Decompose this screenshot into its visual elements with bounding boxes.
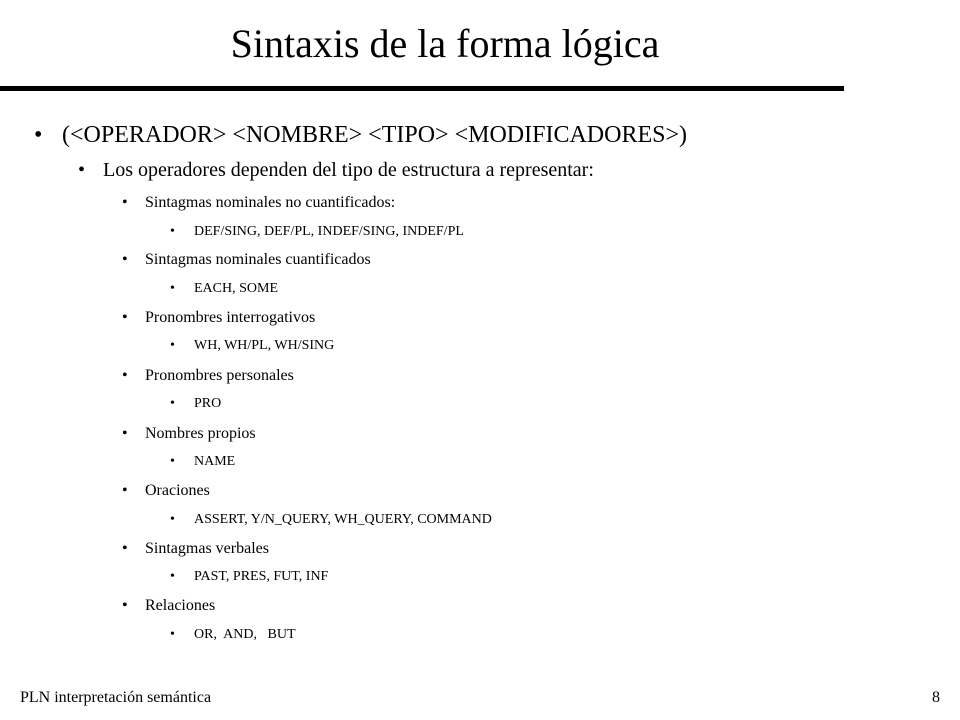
- operator-list: PAST, PRES, FUT, INF: [194, 569, 329, 584]
- bullet-icon: •: [122, 194, 128, 211]
- bullet-icon: •: [170, 454, 175, 469]
- bullet-icon: •: [122, 540, 128, 557]
- category-label: Pronombres personales: [145, 367, 294, 384]
- category-label: Sintagmas verbales: [145, 540, 269, 557]
- bullet-icon: •: [122, 367, 128, 384]
- bullet-icon: •: [34, 122, 43, 148]
- bullet-icon: •: [122, 309, 128, 326]
- category-label: Sintagmas nominales no cuantificados:: [145, 194, 396, 211]
- bullet-icon: •: [122, 597, 128, 614]
- category-label: Nombres propios: [145, 425, 256, 442]
- category-label: Oraciones: [145, 482, 210, 499]
- category-label: Relaciones: [145, 597, 216, 614]
- bullet-icon: •: [170, 338, 175, 353]
- bullet-icon: •: [170, 224, 175, 239]
- title-divider: [0, 86, 844, 91]
- bullet-icon: •: [122, 251, 128, 268]
- bullet-icon: •: [170, 569, 175, 584]
- bullet-icon: •: [170, 512, 175, 527]
- sub-bullet-text: Los operadores dependen del tipo de estructura a representar:: [103, 159, 594, 181]
- category-label: Sintagmas nominales cuantificados: [145, 251, 371, 268]
- bullet-icon: •: [170, 627, 175, 642]
- operator-list: EACH, SOME: [194, 281, 279, 296]
- bullet-icon: •: [170, 396, 175, 411]
- footer-course: PLN interpretación semántica: [20, 689, 212, 706]
- slide-title: Sintaxis de la forma lógica: [230, 21, 660, 66]
- bullet-icon: •: [170, 281, 175, 296]
- operator-list: WH, WH/PL, WH/SING: [194, 338, 335, 353]
- main-bullet-text: (<OPERADOR> <NOMBRE> <TIPO> <MODIFICADORES>): [62, 122, 687, 148]
- category-label: Pronombres interrogativos: [145, 309, 316, 326]
- bullet-icon: •: [122, 425, 128, 442]
- footer-page-number: 8: [932, 689, 940, 706]
- operator-list: PRO: [194, 396, 222, 411]
- operator-list: DEF/SING, DEF/PL, INDEF/SING, INDEF/PL: [194, 224, 464, 239]
- bullet-icon: •: [78, 159, 86, 181]
- operator-list: ASSERT, Y/N_QUERY, WH_QUERY, COMMAND: [194, 512, 492, 527]
- operator-list: NAME: [194, 454, 236, 469]
- bullet-icon: •: [122, 482, 128, 499]
- operator-list: OR, AND, BUT: [194, 627, 296, 642]
